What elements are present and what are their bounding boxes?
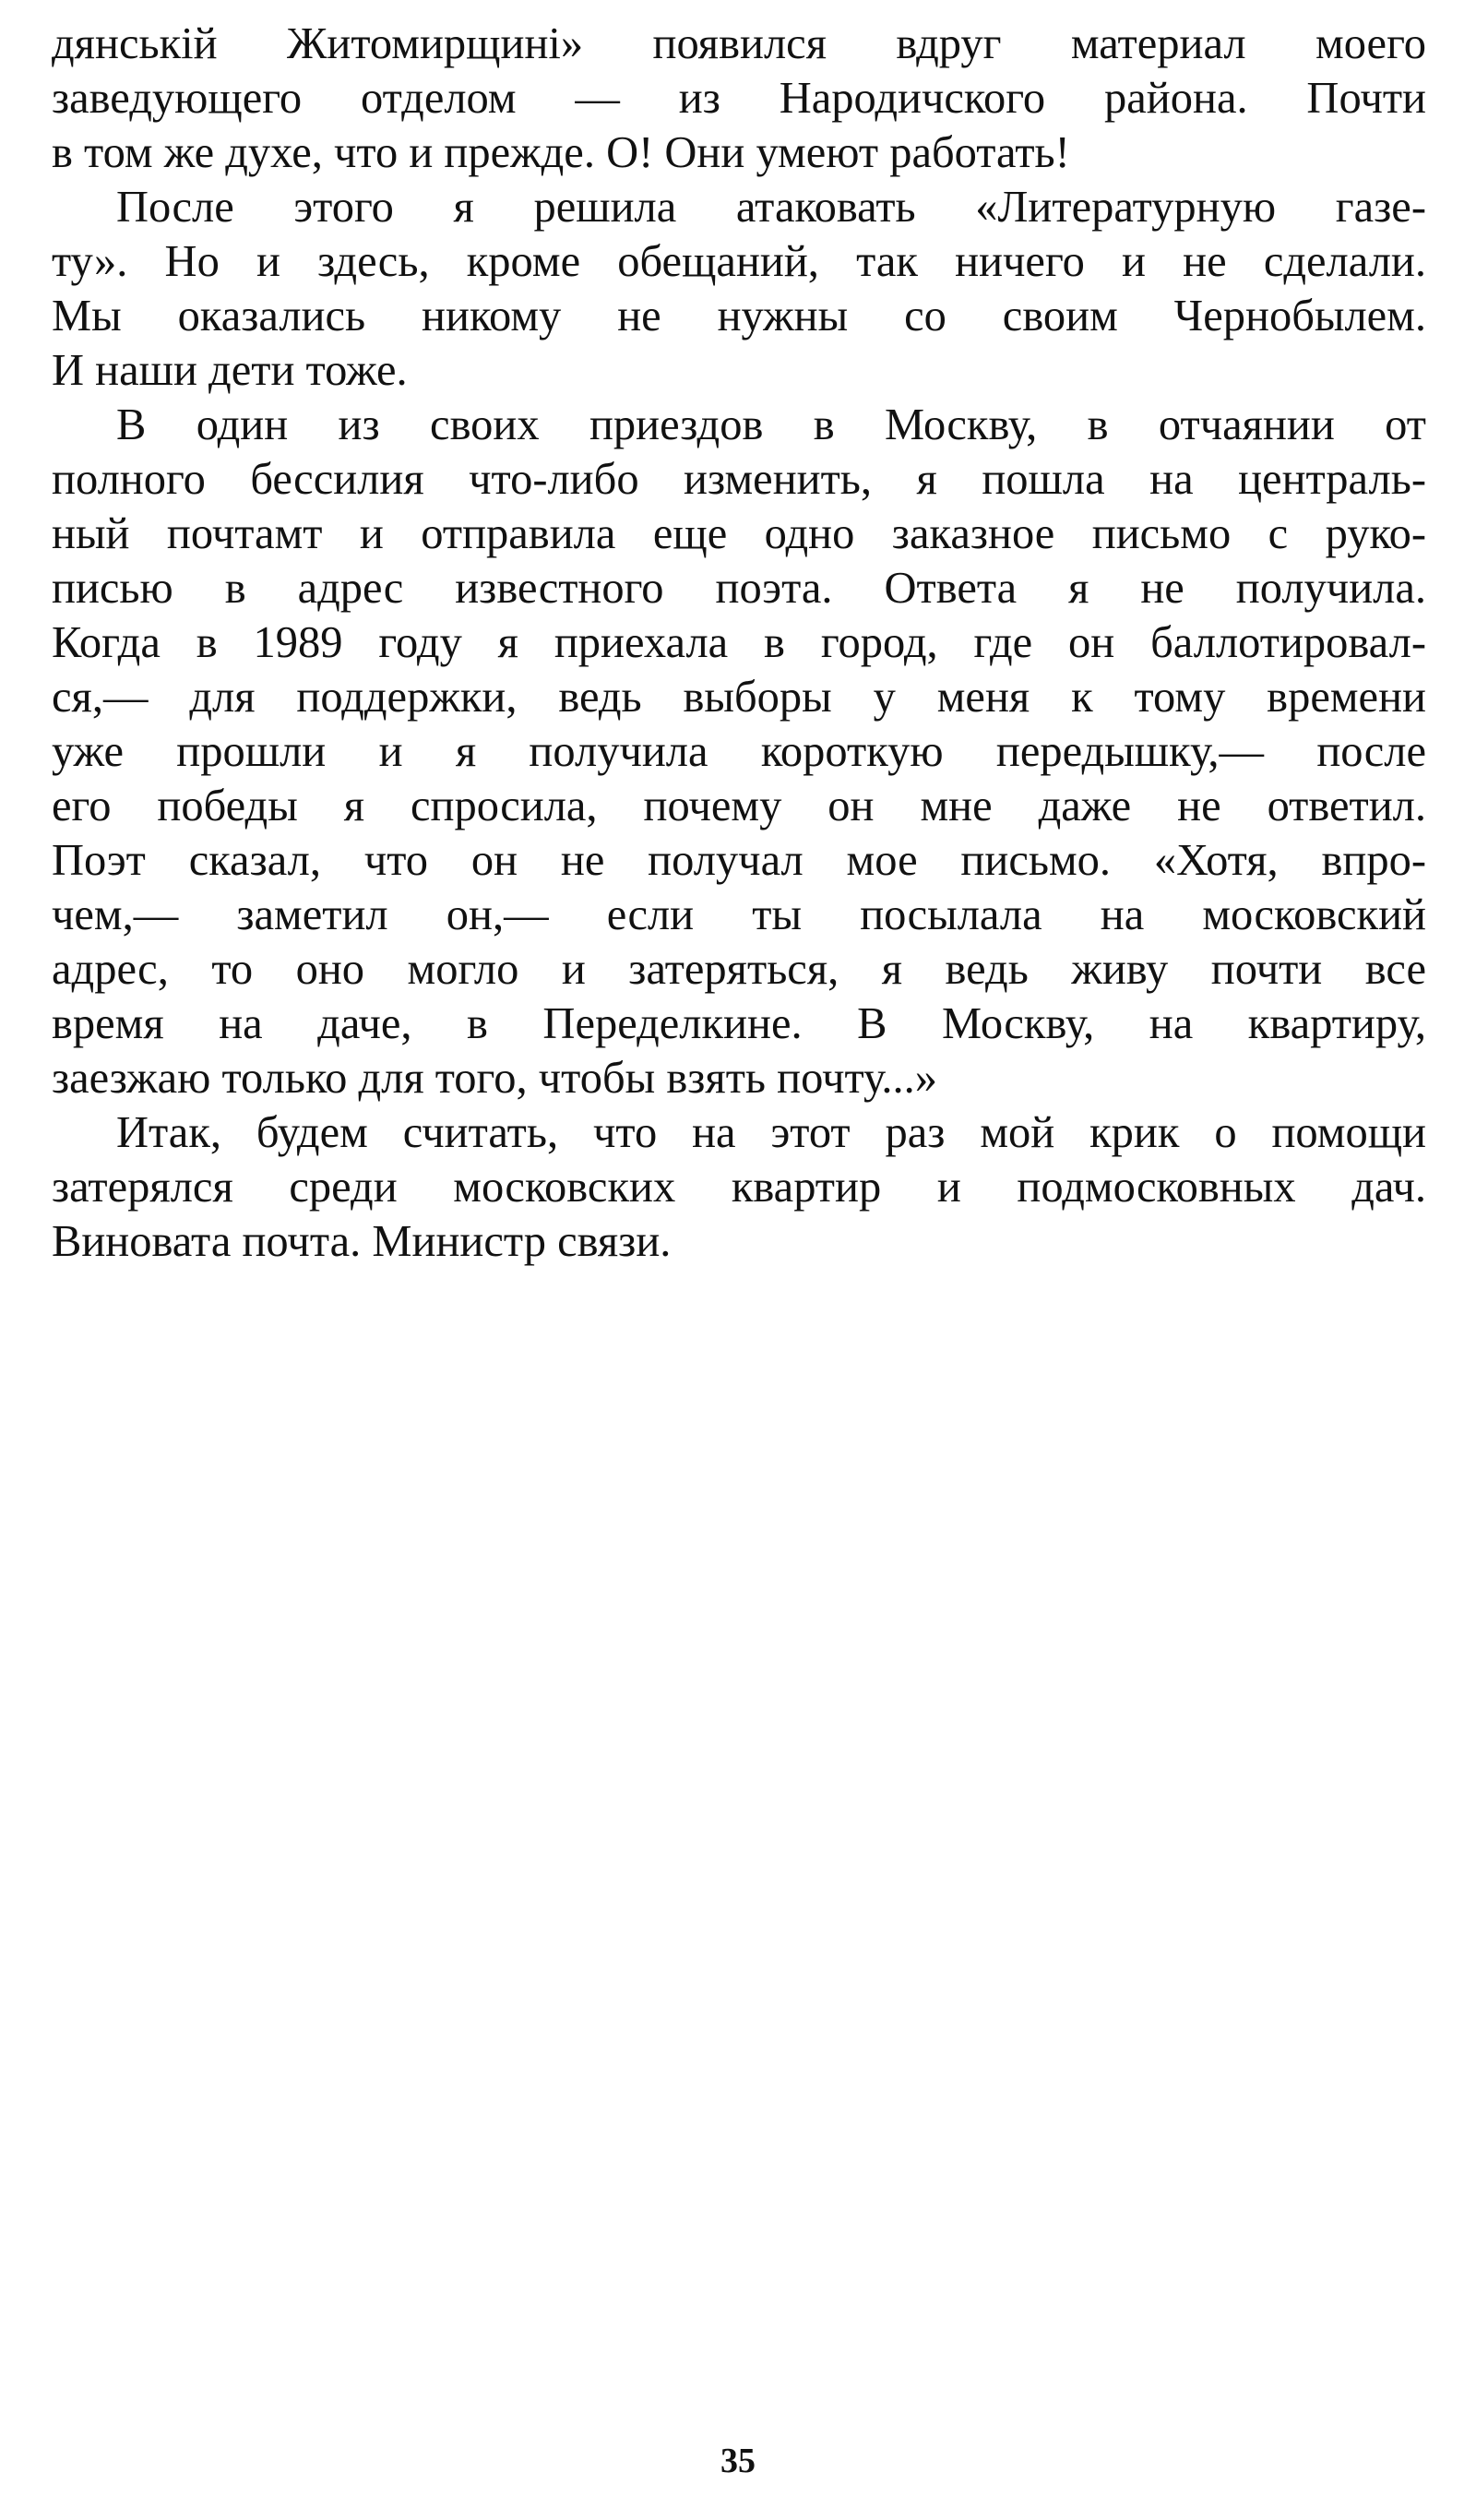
text-line: И наши дети тоже. [52, 346, 408, 395]
text-line: ту». Но и здесь, кроме обещаний, так ничего и не сделали. [52, 237, 1426, 286]
text-line: писью в адрес известного поэта. Ответа я не получила. [52, 564, 1426, 613]
text-line: ся,— для поддержки, ведь выборы у меня к тому времени [52, 673, 1426, 722]
text-line: ный почтамт и отправила еще одно заказное письмо с руко- [52, 509, 1426, 558]
text-line: Поэт сказал, что он не получал мое письмо. «Хотя, впро- [52, 836, 1426, 885]
text-line: в том же духе, что и прежде. О! Они умеют работать! [52, 128, 1070, 177]
text-line: заезжаю только для того, чтобы взять почту...» [52, 1054, 938, 1103]
text-line: полного бессилия что-либо изменить, я пошла на централь- [52, 455, 1426, 504]
paragraph [52, 1105, 1426, 1269]
text-line: После этого я решила атаковать «Литературную газе- [116, 183, 1426, 232]
text-line: заведующего отделом — из Народичского района. Почти [52, 74, 1426, 123]
paragraph [52, 398, 1426, 1105]
text-line: чем,— заметил он,— если ты посылала на московский [52, 890, 1426, 939]
paragraph [52, 17, 1426, 180]
text-line: дянській Житомирщині» появился вдруг материал моего [52, 19, 1426, 68]
text-line: В один из своих приездов в Москву, в отчаянии от [116, 400, 1426, 449]
body-text [52, 17, 1426, 1269]
page-number: 35 [720, 2442, 756, 2480]
text-line: его победы я спросила, почему он мне даже не ответил. [52, 782, 1426, 830]
text-line: Виновата почта. Министр связи. [52, 1217, 672, 1266]
text-line: адрес, то оно могло и затеряться, я ведь живу почти все [52, 945, 1426, 994]
text-line: Итак, будем считать, что на этот раз мой крик о помощи [116, 1108, 1426, 1157]
paragraph [52, 180, 1426, 398]
text-line: Когда в 1989 году я приехала в город, где он баллотировал- [52, 618, 1426, 667]
text-line: затерялся среди московских квартир и подмосковных дач. [52, 1163, 1426, 1212]
text-line: время на даче, в Переделкине. В Москву, на квартиру, [52, 999, 1426, 1048]
text-line: уже прошли и я получила короткую передышку,— после [52, 727, 1426, 776]
text-line: Мы оказались никому не нужны со своим Чернобылем. [52, 292, 1426, 340]
